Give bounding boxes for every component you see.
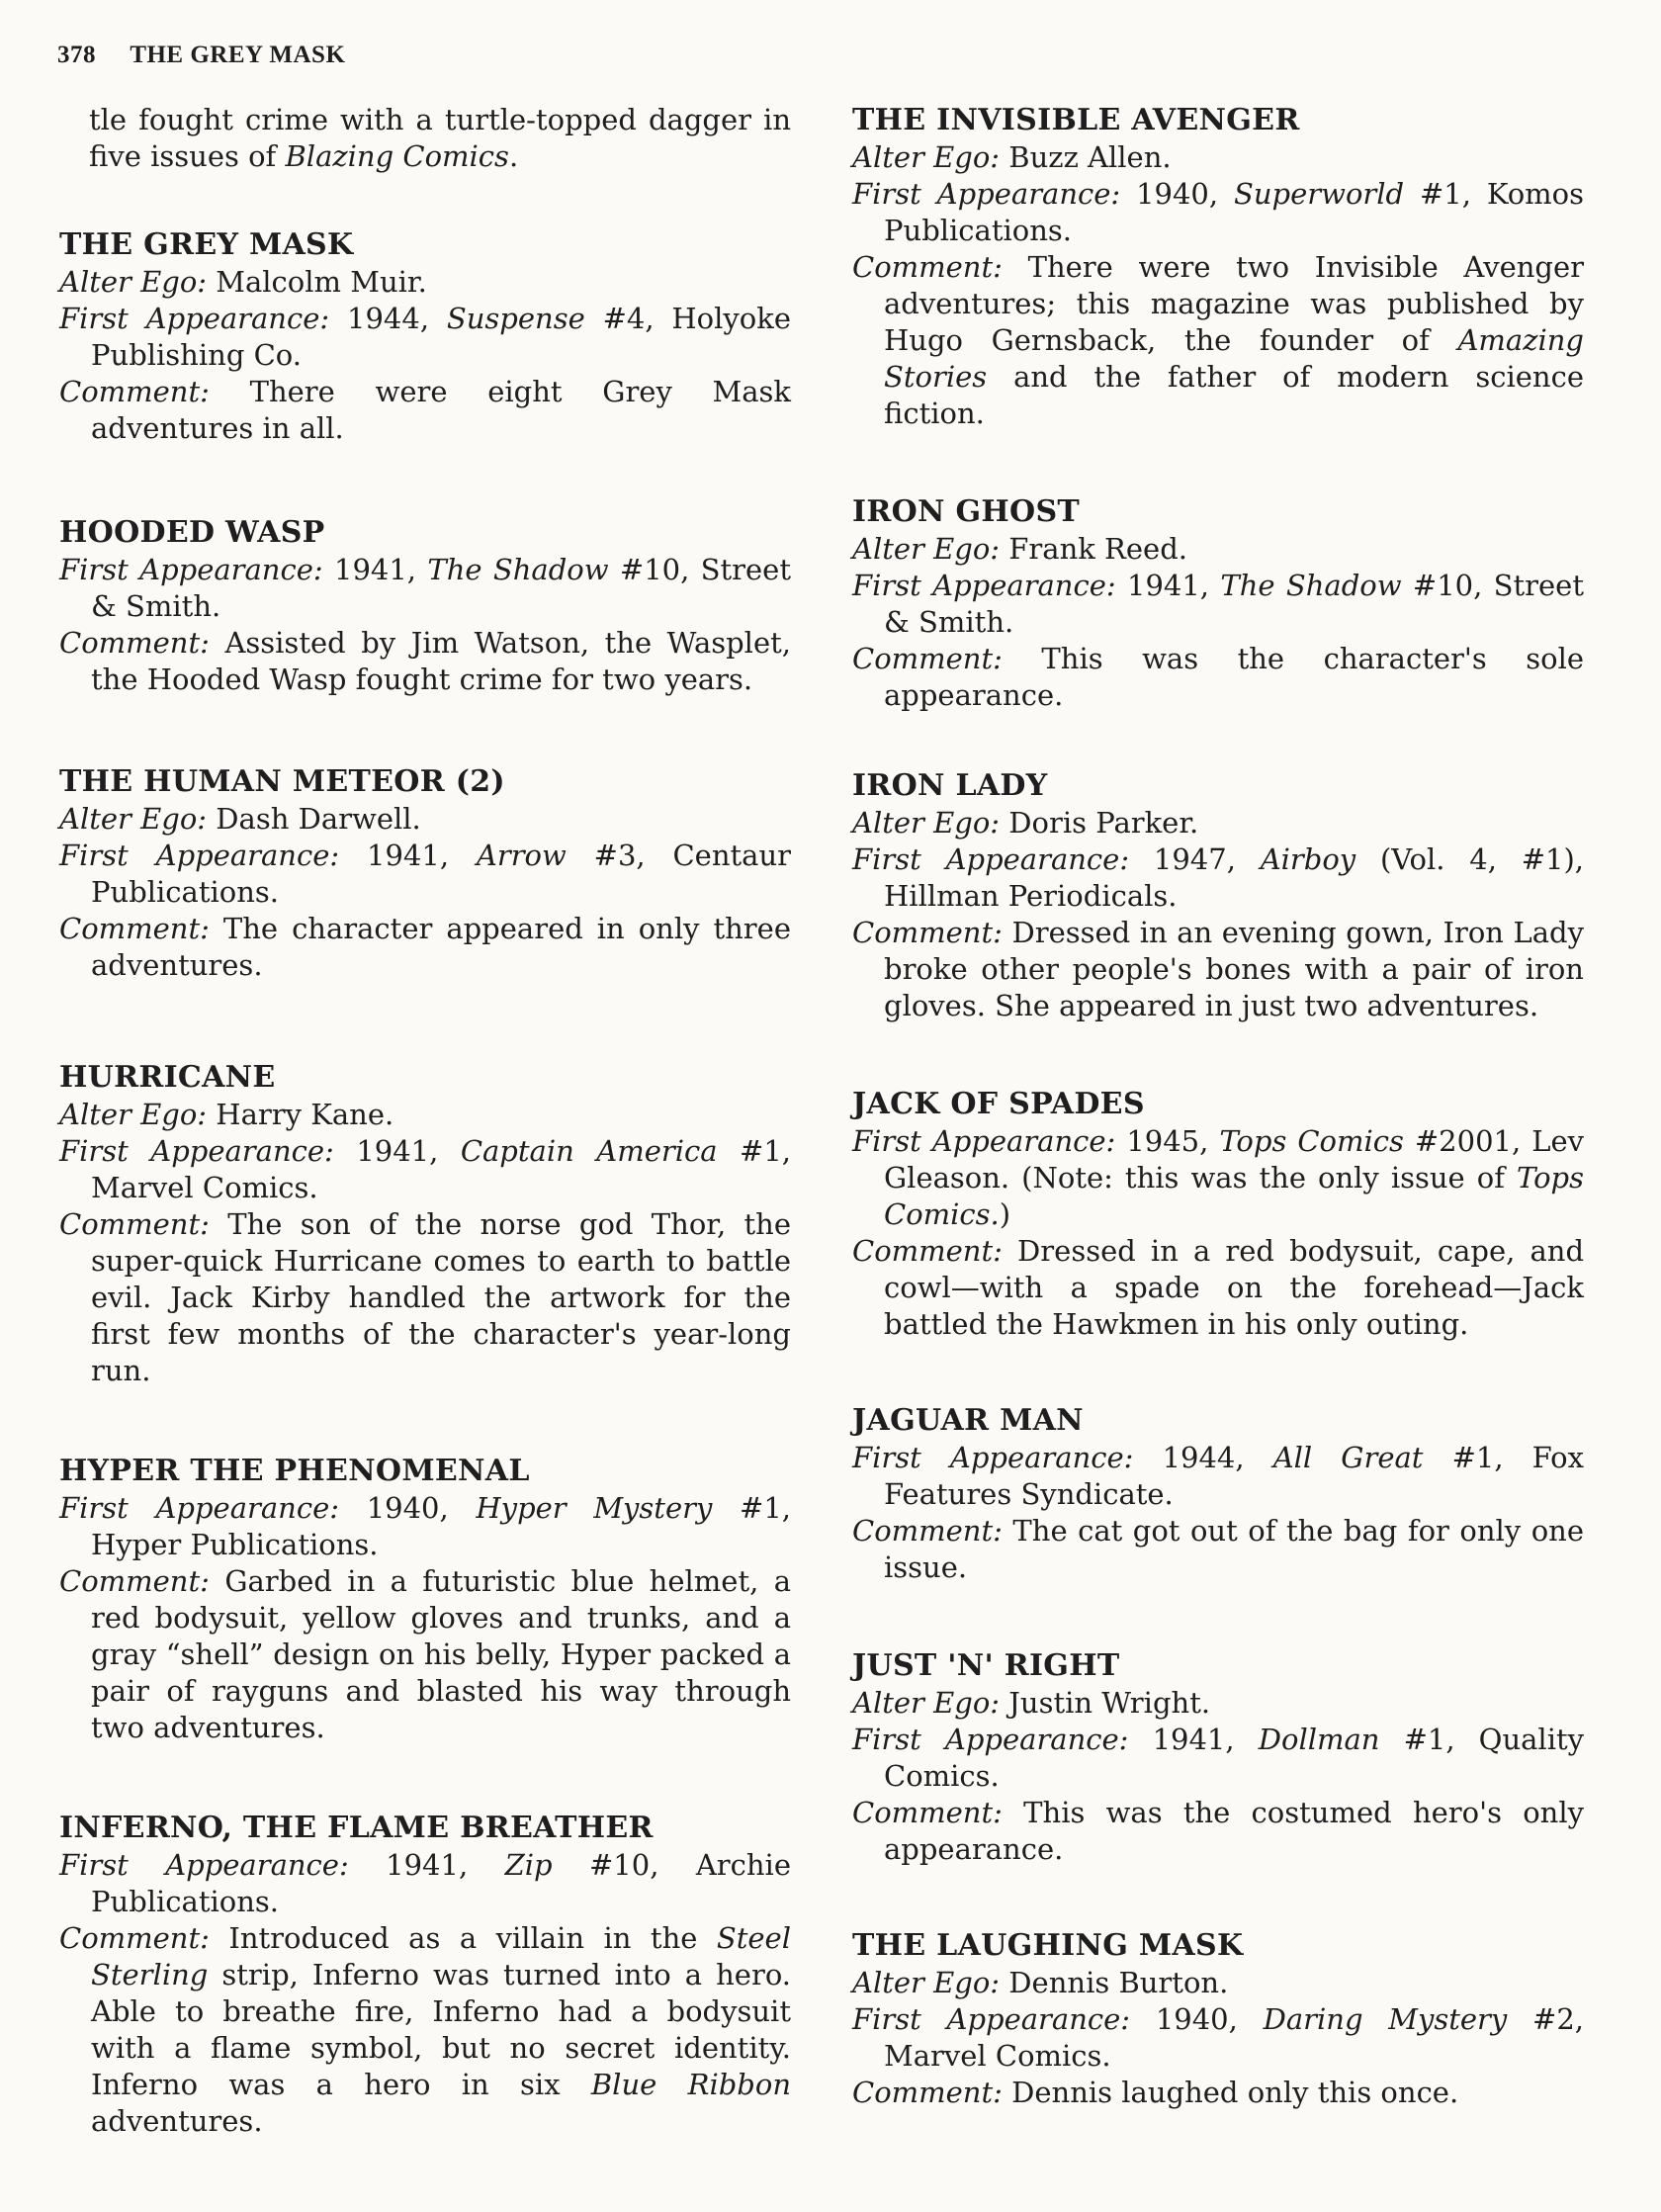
comment-text: Dressed in a red bodysuit, cape, and cowl—with a spade on the forehead—Jack battled the Hawkmen in his only outing. xyxy=(884,1234,1585,1341)
first-appearance-field xyxy=(852,2001,1584,2075)
right-column xyxy=(852,102,1584,2111)
alter-ego-label: Alter Ego: xyxy=(852,532,1001,566)
first-appearance-label: First Appearance: xyxy=(852,2002,1131,2036)
first-appearance-label: First Appearance: xyxy=(852,1124,1116,1158)
alter-ego-field xyxy=(59,264,791,301)
first-appearance-note-end: ) xyxy=(999,1197,1011,1231)
comment-text: The character appeared in only three adventures. xyxy=(91,912,791,982)
entry-title: JACK OF SPADES xyxy=(852,1087,1145,1121)
left-column xyxy=(59,102,791,2140)
alter-ego-value: Doris Parker. xyxy=(1008,806,1199,840)
comment-text: The cat got out of the bag for only one issue. xyxy=(884,1514,1584,1584)
first-appearance-field xyxy=(852,1123,1584,1233)
comment-field xyxy=(59,911,791,984)
first-appearance-title: The Shadow xyxy=(1220,569,1402,602)
first-appearance-publisher: (Vol. 4, #1), Hillman Periodicals. xyxy=(884,842,1585,913)
comment-text: The son of the norse god Thor, the super-quick Hurricane comes to earth to battle evil. Jack Kirby handled the artwork for the first few months of the character's year-long run. xyxy=(91,1207,791,1387)
running-head xyxy=(57,42,345,69)
first-appearance-label: First Appearance: xyxy=(59,302,330,335)
alter-ego-label: Alter Ego: xyxy=(59,265,208,299)
comment-title: Steel Sterling xyxy=(91,1921,791,1991)
entry xyxy=(59,226,791,447)
first-appearance-field xyxy=(852,841,1584,915)
comment-field xyxy=(59,625,791,698)
entry-title: HURRICANE xyxy=(59,1060,276,1095)
left-entry-list xyxy=(59,226,791,2140)
comment-field xyxy=(59,1206,791,1389)
first-appearance-label: First Appearance: xyxy=(852,569,1116,602)
first-appearance-year: 1944, xyxy=(1162,1441,1273,1474)
entry xyxy=(852,1402,1584,1586)
first-appearance-title: Arrow xyxy=(476,839,567,872)
first-appearance-field xyxy=(59,1490,791,1563)
first-appearance-year: 1941, xyxy=(386,1848,505,1882)
comment-label: Comment: xyxy=(59,1921,210,1955)
first-appearance-label: First Appearance: xyxy=(852,842,1130,876)
alter-ego-value: Justin Wright. xyxy=(1008,1686,1211,1720)
first-appearance-title: Suspense xyxy=(446,302,585,335)
comment-title: Amazing Stories xyxy=(884,323,1584,394)
first-appearance-publisher: #10, Street & Smith. xyxy=(884,569,1585,639)
first-appearance-year: 1940, xyxy=(1155,2002,1264,2036)
first-appearance-field xyxy=(852,568,1584,641)
comment-field xyxy=(59,1563,791,1746)
first-appearance-label: First Appearance: xyxy=(59,553,323,586)
alter-ego-value: Dash Darwell. xyxy=(216,802,421,836)
alter-ego-value: Harry Kane. xyxy=(216,1098,394,1131)
first-appearance-title: Daring Mystery xyxy=(1263,2002,1508,2036)
first-appearance-publisher: #1, Fox Features Syndicate. xyxy=(884,1441,1584,1511)
first-appearance-title: Tops Comics xyxy=(1219,1124,1404,1158)
comment-field xyxy=(852,1795,1584,1868)
first-appearance-field xyxy=(59,838,791,911)
entry xyxy=(852,1086,1584,1343)
entry-title: THE HUMAN METEOR (2) xyxy=(59,764,505,799)
comment-label: Comment: xyxy=(852,250,1003,284)
comment-text: Dennis laughed only this once. xyxy=(1011,2076,1459,2109)
entry-title: INFERNO, THE FLAME BREATHER xyxy=(59,1811,654,1845)
comment-text: This was the costumed hero's only appearance. xyxy=(884,1796,1584,1866)
alter-ego-field xyxy=(852,1965,1584,2001)
lead-in-paragraph xyxy=(89,102,791,175)
first-appearance-title: Dollman xyxy=(1258,1723,1380,1756)
first-appearance-publisher: #10, Archie Publications. xyxy=(91,1848,791,1918)
first-appearance-year: 1941, xyxy=(334,553,428,586)
alter-ego-value: Malcolm Muir. xyxy=(216,265,427,299)
entry-title: IRON GHOST xyxy=(852,494,1081,529)
first-appearance-year: 1941, xyxy=(356,1134,461,1168)
first-appearance-publisher: #1, Hyper Publications. xyxy=(91,1491,792,1561)
comment-field xyxy=(852,915,1584,1024)
first-appearance-title: Zip xyxy=(504,1848,553,1882)
first-appearance-year: 1944, xyxy=(347,302,447,335)
entry xyxy=(852,767,1584,1024)
entry xyxy=(59,763,791,984)
comment-label: Comment: xyxy=(59,375,210,408)
entry-title: HOODED WASP xyxy=(59,515,325,550)
first-appearance-title: Airboy xyxy=(1260,842,1356,876)
comment-text: strip, Inferno was turned into a hero. Able to breathe fire, Inferno had a bodysuit with a flame symbol, but no secret identity. Inferno was a hero in six xyxy=(91,1958,791,2101)
comment-label: Comment: xyxy=(59,1564,210,1598)
comment-text: and the father of modern science fiction. xyxy=(884,360,1584,430)
comment-field xyxy=(852,641,1584,714)
running-title: THE GREY MASK xyxy=(130,42,346,68)
first-appearance-year: 1941, xyxy=(1152,1723,1259,1756)
first-appearance-year: 1941, xyxy=(1127,569,1221,602)
entry xyxy=(852,102,1584,432)
first-appearance-publisher: #3, Centaur Publications. xyxy=(91,839,792,909)
page-number: 378 xyxy=(57,42,96,68)
first-appearance-publisher: #10, Street & Smith. xyxy=(91,553,792,623)
first-appearance-title: Hyper Mystery xyxy=(476,1491,713,1525)
alter-ego-field xyxy=(59,801,791,838)
alter-ego-label: Alter Ego: xyxy=(59,802,208,836)
entry-title: JAGUAR MAN xyxy=(852,1403,1084,1438)
alter-ego-field xyxy=(852,139,1584,176)
comment-text: Garbed in a futuristic blue helmet, a red bodysuit, yellow gloves and trunks, and a gray “shell” design on his belly, Hyper packed a pair of rayguns and blasted his way through two adventures. xyxy=(91,1564,791,1744)
comment-field xyxy=(852,249,1584,432)
comment-field xyxy=(59,1920,791,2140)
entry xyxy=(852,493,1584,714)
alter-ego-label: Alter Ego: xyxy=(852,1686,1001,1720)
comment-label: Comment: xyxy=(852,2076,1003,2109)
first-appearance-field xyxy=(59,552,791,625)
first-appearance-year: 1941, xyxy=(367,839,477,872)
lead-in-end: . xyxy=(508,139,519,173)
first-appearance-field xyxy=(852,176,1584,249)
first-appearance-year: 1947, xyxy=(1153,842,1261,876)
comment-label: Comment: xyxy=(852,916,1003,949)
alter-ego-value: Buzz Allen. xyxy=(1008,140,1172,174)
alter-ego-field xyxy=(852,805,1584,841)
entry xyxy=(59,514,791,698)
first-appearance-label: First Appearance: xyxy=(852,1723,1129,1756)
first-appearance-label: First Appearance: xyxy=(852,1441,1134,1474)
entry-title: THE LAUGHING MASK xyxy=(852,1928,1244,1963)
first-appearance-publisher: #2001, Lev Gleason. (Note: this was the only issue of xyxy=(884,1124,1585,1194)
alter-ego-field xyxy=(852,1685,1584,1722)
first-appearance-label: First Appearance: xyxy=(59,1134,334,1168)
entry xyxy=(59,1059,791,1389)
comment-text: Assisted by Jim Watson, the Wasplet, the Hooded Wasp fought crime for two years. xyxy=(91,626,791,696)
comment-text: There were two Invisible Avenger adventures; this magazine was published by Hugo Gernsback, the founder of xyxy=(884,250,1585,357)
alter-ego-label: Alter Ego: xyxy=(852,806,1001,840)
alter-ego-label: Alter Ego: xyxy=(852,140,1001,174)
comment-label: Comment: xyxy=(59,626,210,660)
alter-ego-field xyxy=(852,531,1584,568)
comment-label: Comment: xyxy=(852,1234,1003,1268)
entry xyxy=(852,1927,1584,2111)
entry xyxy=(59,1453,791,1746)
comment-text: There were eight Grey Mask adventures in all. xyxy=(91,375,791,445)
first-appearance-label: First Appearance: xyxy=(59,839,340,872)
entry-title: THE GREY MASK xyxy=(59,227,354,262)
first-appearance-label: First Appearance: xyxy=(852,177,1121,211)
entry-title: THE INVISIBLE AVENGER xyxy=(852,103,1300,137)
alter-ego-label: Alter Ego: xyxy=(852,1966,1001,1999)
first-appearance-label: First Appearance: xyxy=(59,1848,349,1882)
comment-label: Comment: xyxy=(852,642,1003,675)
first-appearance-year: 1940, xyxy=(366,1491,477,1525)
first-appearance-publisher: #1, Komos Publications. xyxy=(884,177,1585,247)
entry-title: HYPER THE PHENOMENAL xyxy=(59,1454,530,1488)
comment-field xyxy=(852,1233,1584,1343)
lead-in-text: tle fought crime with a turtle-topped dagger in five issues of xyxy=(89,103,791,173)
first-appearance-year: 1945, xyxy=(1126,1124,1220,1158)
first-appearance-publisher: #2, Marvel Comics. xyxy=(884,2002,1584,2073)
first-appearance-field xyxy=(59,1847,791,1920)
lead-in-title: Blazing Comics xyxy=(285,139,509,173)
comment-text: adventures. xyxy=(91,2104,263,2138)
alter-ego-value: Frank Reed. xyxy=(1008,532,1187,566)
comment-text: Introduced as a villain in the xyxy=(228,1921,717,1955)
first-appearance-field xyxy=(59,301,791,374)
first-appearance-publisher: #4, Holyoke Publishing Co. xyxy=(91,302,791,372)
first-appearance-title: Superworld xyxy=(1233,177,1405,211)
right-entry-list xyxy=(852,102,1584,2111)
comment-field xyxy=(59,374,791,447)
first-appearance-field xyxy=(852,1440,1584,1513)
first-appearance-note-title: Tops Comics. xyxy=(884,1161,1584,1231)
alter-ego-value: Dennis Burton. xyxy=(1008,1966,1229,1999)
first-appearance-field xyxy=(852,1722,1584,1795)
comment-field xyxy=(852,2075,1584,2111)
comment-label: Comment: xyxy=(852,1514,1003,1548)
first-appearance-title: The Shadow xyxy=(427,553,609,586)
entry xyxy=(59,1810,791,2140)
comment-label: Comment: xyxy=(852,1796,1003,1829)
comment-label: Comment: xyxy=(59,1207,210,1241)
first-appearance-publisher: #1, Quality Comics. xyxy=(884,1723,1585,1793)
entry-title: JUST 'N' RIGHT xyxy=(852,1648,1120,1683)
first-appearance-title: All Great xyxy=(1272,1441,1424,1474)
entry-title: IRON LADY xyxy=(852,768,1048,803)
first-appearance-title: Captain America xyxy=(460,1134,718,1168)
first-appearance-label: First Appearance: xyxy=(59,1491,339,1525)
comment-field xyxy=(852,1513,1584,1586)
first-appearance-field xyxy=(59,1133,791,1206)
comment-text: Dressed in an evening gown, Iron Lady broke other people's bones with a pair of iron gloves. She appeared in just two adventures. xyxy=(884,916,1584,1022)
alter-ego-field xyxy=(59,1097,791,1133)
entry xyxy=(852,1647,1584,1868)
alter-ego-label: Alter Ego: xyxy=(59,1098,208,1131)
first-appearance-publisher: #1, Marvel Comics. xyxy=(91,1134,791,1204)
comment-title: Blue Ribbon xyxy=(590,2068,791,2101)
first-appearance-year: 1940, xyxy=(1136,177,1234,211)
comment-label: Comment: xyxy=(59,912,210,945)
comment-text: This was the character's sole appearance. xyxy=(884,642,1584,712)
